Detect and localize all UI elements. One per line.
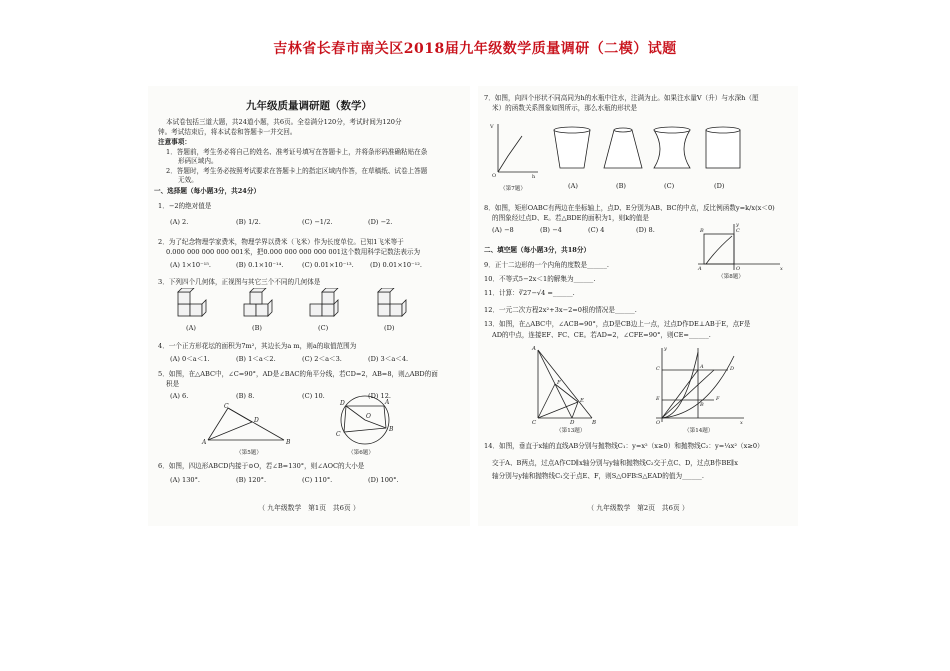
svg-text:B: B: [286, 439, 291, 446]
q3-label-d: (D): [384, 324, 395, 332]
q6-option-c: (C) 110°.: [302, 476, 333, 484]
svg-text:A: A: [532, 346, 536, 352]
svg-text:h: h: [532, 174, 536, 178]
q1-option-d: (D) −2.: [368, 218, 393, 226]
svg-text:B: B: [700, 402, 704, 408]
question-12: 12．一元二次方程2x²+3x−2=0根的情况是______.: [484, 306, 637, 314]
question-8a: 8．如图，矩形OABC有两边在坐标轴上，点D、E分别为AB、BC的中点，反比例函数y=k/x(x＜0): [484, 204, 775, 212]
svg-text:D: D: [570, 420, 575, 424]
notice-1b: 形码区域内。: [178, 157, 218, 165]
svg-text:y: y: [736, 222, 739, 228]
q2-option-c: (C) 0.01×10⁻¹³.: [302, 261, 354, 269]
svg-text:D: D: [340, 400, 345, 407]
svg-text:E: E: [580, 398, 585, 404]
svg-text:B: B: [700, 228, 704, 234]
q3-label-c: (C): [318, 324, 329, 332]
question-6: 6．如图，四边形ABCD内接于⊙O，若∠B=130°，则∠AOC的大小是: [158, 462, 365, 470]
q5-option-b: (B) 8.: [236, 392, 255, 400]
svg-text:C: C: [736, 228, 740, 234]
svg-text:B: B: [389, 426, 394, 433]
figure-13-triangle: [530, 344, 600, 424]
question-11: 11．计算：∛27−√4 =______.: [484, 289, 575, 297]
notice-1a: 1．答题前，考生务必将自己的姓名、准考证号填写在答题卡上，并将条形码准确粘贴在条: [166, 148, 428, 156]
figure-8-rectangle: [694, 220, 784, 272]
svg-text:C: C: [224, 403, 229, 410]
question-8-options: [492, 226, 676, 234]
question-9: 9．正十二边形的一个内角的度数是______.: [484, 261, 609, 269]
svg-text:D: D: [254, 417, 259, 424]
svg-text:C: C: [656, 366, 660, 372]
figure-14-caption: （第14题）: [684, 428, 714, 434]
svg-text:x: x: [740, 420, 743, 424]
question-1: 1．−2的绝对值是: [158, 202, 212, 210]
section-1-title: 一、选择题（每小题3分，共24分）: [154, 187, 261, 195]
question-14c: 轴分别与y轴和抛物线C₁交于点E、F，则S△OFB∶S△EAD的值为______.: [492, 472, 704, 480]
question-3-solids-figure: [174, 288, 424, 326]
svg-text:A: A: [698, 266, 702, 272]
q1-option-b: (B) 1/2.: [236, 218, 261, 226]
svg-text:A: A: [700, 364, 704, 370]
svg-text:O: O: [492, 173, 497, 178]
q4-option-b: (B) 1＜a＜2.: [236, 355, 276, 363]
document-title: 吉林省长春市南关区2018届九年级数学质量调研（二模）试题: [273, 41, 677, 57]
svg-text:V: V: [490, 124, 494, 130]
question-2b: 0.000 000 000 000 001米，把0.000 000 000 000 001这个数用科学记数法表示为: [166, 248, 421, 256]
q2-option-b: (B) 0.1×10⁻¹⁴.: [236, 261, 284, 269]
q8-option-b: (B) −4: [540, 226, 562, 234]
question-5a: 5．如图，在△ABC中，∠C=90°，AD是∠BAC的角平分线，若CD=2，AB=8，则△ABD的面: [158, 370, 438, 378]
question-13a: 13．如图，在△ABC中，∠ACB=90°，点D是CB边上一点，过点D作DE⊥AB于E，点F是: [484, 320, 751, 328]
figure-8-caption: （第8题）: [718, 274, 744, 280]
svg-text:B: B: [592, 420, 597, 424]
q2-option-d: (D) 0.01×10⁻¹².: [370, 261, 422, 269]
svg-text:x: x: [780, 266, 783, 272]
svg-text:O: O: [736, 266, 741, 272]
svg-text:C: C: [336, 431, 341, 438]
exam-page-2: [478, 86, 798, 526]
question-5b: 积是: [166, 380, 180, 388]
figure-7-graph: [490, 120, 542, 178]
q5-option-a: (A) 6.: [170, 392, 189, 400]
intro-line-1: 本试卷包括三道大题，共24道小题，共6页。全卷满分120分，考试时间为120分: [166, 118, 402, 126]
section-2-title: 二、填空题（每小题3分，共18分）: [484, 246, 591, 254]
question-7b: 米）的函数关系图象如图所示，那么水瓶的形状是: [492, 104, 638, 112]
figure-7-bottles: [550, 122, 746, 174]
q7-label-a: (A): [568, 182, 578, 190]
figure-13-caption: （第13题）: [556, 428, 586, 434]
question-14a: 14．如图，垂直于x轴的直线AB分别与抛物线C₁：y=x²（x≥0）和抛物线C₂：y=¼x²（x≥0）: [484, 442, 764, 450]
svg-text:O: O: [366, 413, 371, 420]
figure-6-caption: （第6题）: [348, 450, 374, 456]
q3-label-b: (B): [252, 324, 262, 332]
exam-heading: 九年级质量调研题（数学）: [246, 100, 372, 112]
q1-option-c: (C) −1/2.: [302, 218, 333, 226]
page-1-footer: （ 九年级数学 第1页 共6页 ）: [258, 504, 360, 512]
q7-label-c: (C): [664, 182, 675, 190]
question-7a: 7．如图，向四个形状不同高同为h的水瓶中注水，注满为止。如果注水量V（升）与水深h（厘: [484, 94, 759, 102]
figure-6-circle: [332, 392, 398, 448]
question-13b: AD的中点，连接EF、FC、CE。若AD=2，∠CFE=90°，则CE=______.: [492, 331, 711, 339]
q8-option-a: (A) −8: [492, 226, 514, 234]
q4-option-c: (C) 2＜a＜3.: [302, 355, 342, 363]
q7-label-b: (B): [616, 182, 626, 190]
q5-option-c: (C) 10.: [302, 392, 325, 400]
question-8b: 的图象经过点D、E。若△BDE的面积为1，则k的值是: [492, 214, 649, 222]
q8-option-c: (C) 4: [588, 226, 605, 234]
q4-option-d: (D) 3＜a＜4.: [368, 355, 409, 363]
figure-5-triangle: [200, 402, 296, 446]
svg-text:F: F: [557, 380, 561, 386]
question-2a: 2．为了纪念物理学家费米，物理学界以费米（飞米）作为长度单位。已知1飞米等于: [158, 238, 404, 246]
svg-text:y: y: [664, 346, 667, 352]
q6-option-a: (A) 130°.: [170, 476, 200, 484]
question-10: 10．不等式5−2x＜1的解集为______.: [484, 275, 596, 283]
q8-option-d: (D) 8.: [636, 226, 655, 234]
svg-text:F: F: [716, 396, 720, 402]
svg-text:D: D: [730, 366, 735, 372]
question-4: 4．一个正方形花坛的面积为7m²，其边长为a m，则a的取值范围为: [158, 342, 357, 350]
figure-5-caption: （第5题）: [236, 450, 262, 456]
question-4-options: [170, 355, 428, 363]
svg-text:C: C: [532, 420, 537, 424]
q1-option-a: (A) 2.: [170, 218, 189, 226]
svg-text:E: E: [656, 396, 660, 402]
question-3: 3．下列四个几何体，正视图与其它三个不同的几何体是: [158, 278, 321, 286]
q6-option-d: (D) 100°.: [368, 476, 399, 484]
q4-option-a: (A) 0＜a＜1.: [170, 355, 210, 363]
q2-option-a: (A) 1×10⁻¹⁵.: [170, 261, 211, 269]
exam-page-1: [148, 86, 470, 526]
svg-text:A: A: [385, 399, 390, 406]
question-7-labels: [568, 182, 744, 190]
question-3-labels: [186, 324, 434, 332]
svg-text:A: A: [202, 439, 207, 446]
q3-label-a: (A): [186, 324, 196, 332]
q5-option-d: (D) 12.: [368, 392, 392, 400]
notice-title: 注意事项：: [158, 138, 191, 146]
q6-option-b: (B) 120°.: [236, 476, 267, 484]
q7-label-d: (D): [714, 182, 725, 190]
question-2-options: [170, 261, 440, 269]
question-14b: 交于A、B两点，过点A作CD∥x轴分别与y轴和抛物线C₂交于点C、D，过点B作BE∥x: [492, 459, 738, 467]
svg-text:O: O: [656, 420, 661, 424]
notice-2b: 无效。: [178, 176, 198, 184]
question-6-options: [170, 476, 428, 484]
intro-line-2: 钟。考试结束后，将本试卷和答题卡一并交回。: [158, 128, 297, 136]
page-2-footer: （ 九年级数学 第2页 共6页 ）: [587, 504, 689, 512]
question-1-options: [170, 218, 428, 226]
figure-14-parabolas: [654, 344, 746, 424]
figure-7-caption: （第7题）: [500, 186, 526, 192]
notice-2a: 2．答题时，考生务必按照考试要求在答题卡上的指定区域内作答，在草稿纸、试卷上答题: [166, 167, 428, 175]
